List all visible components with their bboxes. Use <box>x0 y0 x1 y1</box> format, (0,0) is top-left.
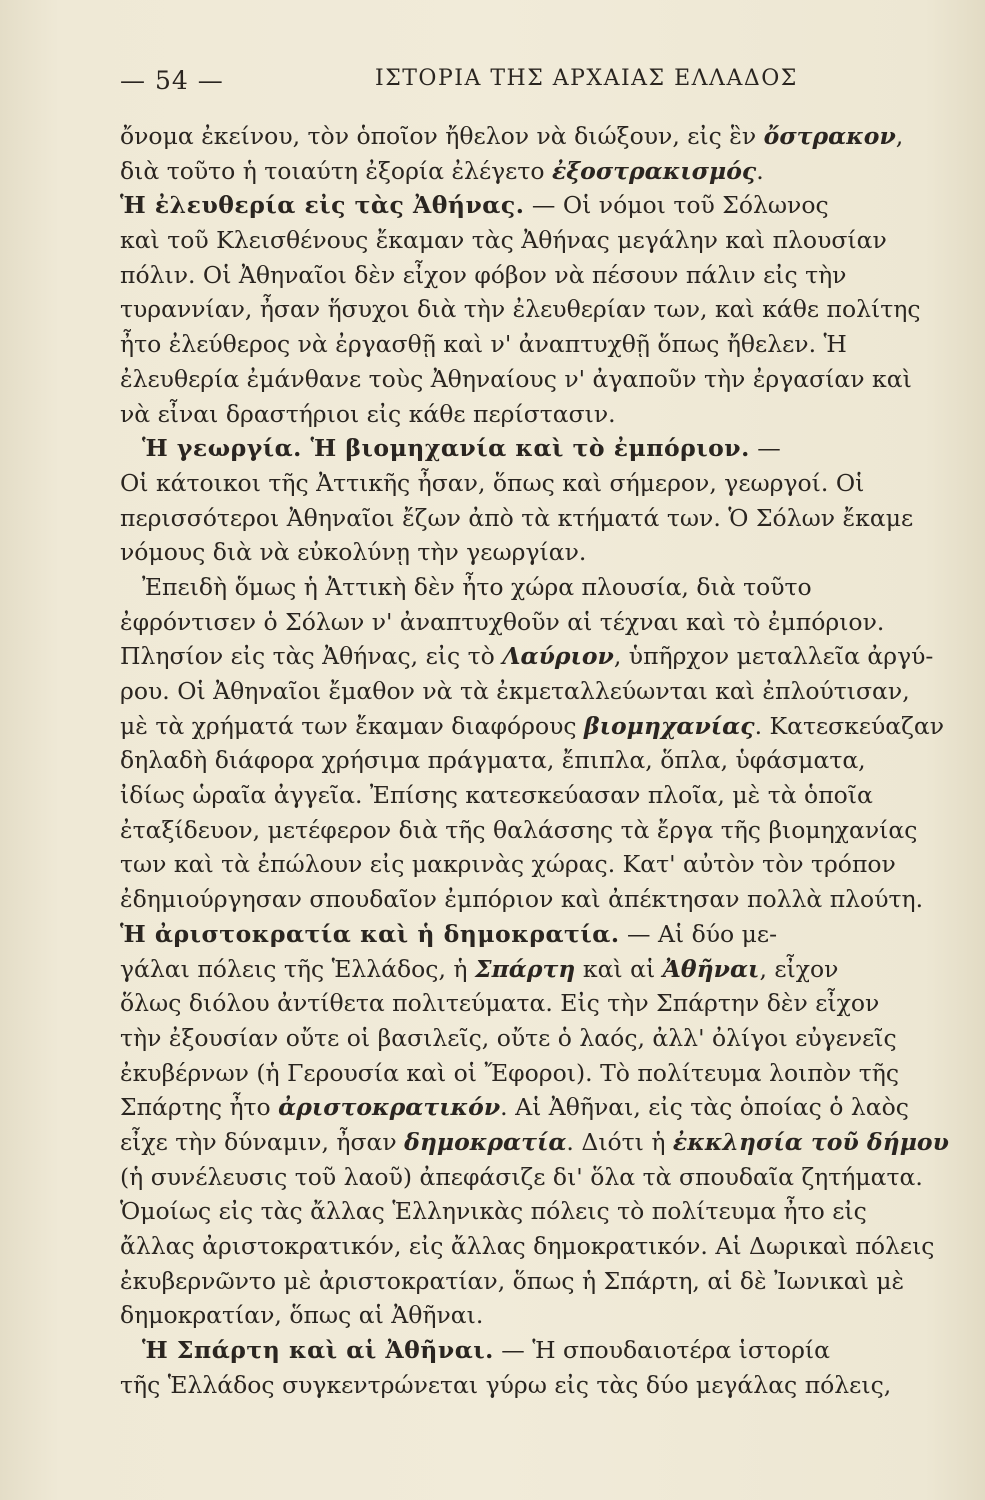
text-run: μὲ τὰ χρήματά των ἔκαμαν διαφόρους <box>120 711 585 740</box>
text-run: — Ἡ σπουδαιοτέρα ἱστορία <box>493 1336 830 1365</box>
emphasized-term: δημοκρατία <box>404 1127 567 1156</box>
text-line <box>120 258 960 293</box>
text-line <box>120 154 960 189</box>
text-line <box>120 223 960 258</box>
text-line <box>120 397 960 432</box>
text-run: . Αἱ Ἀθῆναι, εἰς τὰς ὁποίας ὁ λαὸς <box>500 1093 909 1122</box>
text-run: νὰ εἶναι δραστήριοι εἰς κάθε περίστασιν. <box>120 399 616 428</box>
text-run: , εἶχον <box>759 954 839 983</box>
text-run: τὴν ἐξουσίαν οὔτε οἱ βασιλεῖς, οὔτε ὁ λαός, ἀλλ' ὀλίγοι εὐγενεῖς <box>120 1023 897 1052</box>
text-line <box>120 1125 960 1160</box>
page-number: — 54 — <box>120 66 224 95</box>
emphasized-term: ὄστρακον <box>763 122 896 150</box>
text-line <box>120 1056 960 1091</box>
text-line <box>120 605 960 640</box>
body-text <box>120 119 960 1402</box>
emphasized-term: ἐξοστρακισμός <box>551 156 757 185</box>
text-run: Ἐπειδὴ ὅμως ἡ Ἀττικὴ δὲν ἦτο χώρα πλουσία, διὰ τοῦτο <box>142 572 812 601</box>
text-run: δημοκρατίαν, ὅπως αἱ Ἀθῆναι. <box>120 1301 484 1330</box>
text-line <box>120 292 960 327</box>
text-run: ἄλλας ἀριστοκρατικόν, εἰς ἄλλας δημοκρατικόν. Αἱ Δωρικαὶ πόλεις <box>120 1232 935 1260</box>
text-line <box>120 1194 960 1229</box>
text-line <box>120 778 960 813</box>
text-run: . Κατεσκεύαζαν <box>754 711 945 740</box>
text-run: καὶ τοῦ Κλεισθένους ἔκαμαν τὰς Ἀθήνας μεγάλην καὶ πλουσίαν <box>120 226 887 255</box>
section-heading: Ἡ ἀριστοκρατία καὶ ἡ δημοκρατία. <box>120 919 620 948</box>
text-run: Οἱ κάτοικοι τῆς Ἀττικῆς ἦσαν, ὅπως καὶ σήμερον, γεωργοί. Οἱ <box>120 468 865 497</box>
emphasized-term: βιομηχανίας <box>584 711 755 740</box>
text-run: των καὶ τὰ ἐπώλουν εἰς μακρινὰς χώρας. Κατ' αὐτὸν τὸν τρόπον <box>120 850 896 879</box>
text-line <box>120 1264 960 1299</box>
text-line <box>120 1160 960 1195</box>
text-run: . <box>756 156 764 185</box>
text-line <box>120 1368 960 1403</box>
text-run: — Αἱ δύο με- <box>619 919 778 948</box>
emphasized-term: ἐκκλησία τοῦ δήμου <box>672 1127 949 1156</box>
text-run: ὄνομα ἐκείνου, τὸν ὁποῖον ἤθελον νὰ διώξουν, εἰς ἓν <box>120 122 764 150</box>
text-run: καὶ αἱ <box>575 954 663 983</box>
text-run: , ὑπῆρχον μεταλλεῖα ἀργύ- <box>613 642 934 671</box>
text-line <box>120 535 960 570</box>
text-run: νόμους διὰ νὰ εὐκολύνῃ τὴν γεωργίαν. <box>120 538 587 567</box>
text-line <box>120 847 960 882</box>
text-line <box>120 674 960 709</box>
text-run: Ὁμοίως εἰς τὰς ἄλλας Ἑλληνικὰς πόλεις τὸ πολίτευμα ἦτο εἰς <box>120 1197 867 1226</box>
text-run: ἐλευθερία ἐμάνθανε τοὺς Ἀθηναίους ν' ἀγαποῦν τὴν ἐργασίαν καὶ <box>120 364 912 393</box>
text-run: τυραννίαν, ἦσαν ἥσυχοι διὰ τὴν ἐλευθερίαν των, καὶ κάθε πολίτης <box>120 295 921 324</box>
text-run: ἐκυβερνῶντο μὲ ἀριστοκρατίαν, ὅπως ἡ Σπάρτη, αἱ δὲ Ἰωνικαὶ μὲ <box>120 1266 905 1295</box>
page-header <box>120 66 880 106</box>
text-line <box>120 917 960 952</box>
text-line <box>120 1333 960 1368</box>
section-heading: Ἡ ἐλευθερία εἰς τὰς Ἀθήνας. <box>120 191 525 220</box>
text-line <box>120 1090 960 1125</box>
text-run: ἰδίως ὡραῖα ἀγγεῖα. Ἐπίσης κατεσκεύασαν πλοῖα, μὲ τὰ ὁποῖα <box>120 781 873 810</box>
text-line <box>120 1229 960 1264</box>
text-line <box>120 813 960 848</box>
text-run: δηλαδὴ διάφορα χρήσιμα πράγματα, ἔπιπλα, ὅπλα, ὑφάσματα, <box>120 746 866 775</box>
text-line <box>120 952 960 987</box>
text-line <box>120 709 960 744</box>
text-line <box>120 466 960 501</box>
running-title: ΙΣΤΟΡΙΑ ΤΗΣ ΑΡΧΑΙΑΣ ΕΛΛΑΔΟΣ <box>375 66 798 91</box>
text-line <box>120 501 960 536</box>
text-run: Πλησίον εἰς τὰς Ἀθήνας, εἰς τὸ <box>120 642 503 671</box>
text-line <box>120 1021 960 1056</box>
text-run: , <box>895 122 904 150</box>
text-line <box>120 188 960 223</box>
text-line <box>120 1298 960 1333</box>
emphasized-term: ἀριστοκρατικόν <box>278 1093 501 1122</box>
text-run: εἶχε τὴν δύναμιν, ἦσαν <box>120 1127 405 1156</box>
section-heading: Ἡ γεωργία. Ἡ βιομηχανία καὶ τὸ ἐμπόριον. <box>142 434 750 463</box>
text-run: ἐδημιούργησαν σπουδαῖον ἐμπόριον καὶ ἀπέκτησαν πολλὰ πλούτη. <box>120 885 924 914</box>
text-run: ἐταξίδευον, μετέφερον διὰ τῆς θαλάσσης τὰ ἔργα τῆς βιομηχανίας <box>120 815 918 844</box>
text-run: ρου. Οἱ Ἀθηναῖοι ἔμαθον νὰ τὰ ἐκμεταλλεύωνται καὶ ἐπλούτισαν, <box>120 677 910 705</box>
emphasized-term: Ἀθῆναι <box>662 954 760 983</box>
text-run: (ἡ συνέλευσις τοῦ λαοῦ) ἀπεφάσιζε δι' ὅλα τὰ σπουδαῖα ζητήματα. <box>120 1162 923 1191</box>
text-run: ἦτο ἐλεύθερος νὰ ἐργασθῇ καὶ ν' ἀναπτυχθῇ ὅπως ἤθελεν. Ἡ <box>120 330 847 359</box>
text-run: Σπάρτης ἦτο <box>120 1093 279 1122</box>
text-run: πόλιν. Οἱ Ἀθηναῖοι δὲν εἶχον φόβον νὰ πέσουν πάλιν εἰς τὴν <box>120 260 847 289</box>
text-run: γάλαι πόλεις τῆς Ἑλλάδος, ἡ <box>120 954 475 983</box>
text-run: — Οἱ νόμοι τοῦ Σόλωνος <box>524 191 829 220</box>
text-run: . Διότι ἡ <box>566 1127 673 1156</box>
text-line <box>120 743 960 778</box>
text-run: διὰ τοῦτο ἡ τοιαύτη ἐξορία ἐλέγετο <box>120 156 552 185</box>
text-run: περισσότεροι Ἀθηναῖοι ἔζων ἀπὸ τὰ κτήματά των. Ὁ Σόλων ἔκαμε <box>120 503 914 532</box>
text-line <box>120 570 960 605</box>
text-line <box>120 327 960 362</box>
text-line <box>120 431 960 466</box>
text-run: ὅλως διόλου ἀντίθετα πολιτεύματα. Εἰς τὴν Σπάρτην δὲν εἶχον <box>120 989 880 1018</box>
text-line <box>120 882 960 917</box>
section-heading: Ἡ Σπάρτη καὶ αἱ Ἀθῆναι. <box>142 1336 494 1365</box>
text-run: τῆς Ἑλλάδος συγκεντρώνεται γύρω εἰς τὰς δύο μεγάλας πόλεις, <box>120 1370 892 1399</box>
text-line <box>120 986 960 1021</box>
text-line <box>120 362 960 397</box>
text-run: — <box>749 434 781 463</box>
text-line <box>120 639 960 674</box>
emphasized-term: Σπάρτη <box>474 954 576 983</box>
text-run: ἐφρόντισεν ὁ Σόλων ν' ἀναπτυχθοῦν αἱ τέχναι καὶ τὸ ἐμπόριον. <box>120 607 885 636</box>
emphasized-term: Λαύριον <box>502 642 614 671</box>
text-line <box>120 119 960 154</box>
text-run: ἐκυβέρνων (ἡ Γερουσία καὶ οἱ Ἔφοροι). Τὸ πολίτευμα λοιπὸν τῆς <box>120 1058 899 1087</box>
